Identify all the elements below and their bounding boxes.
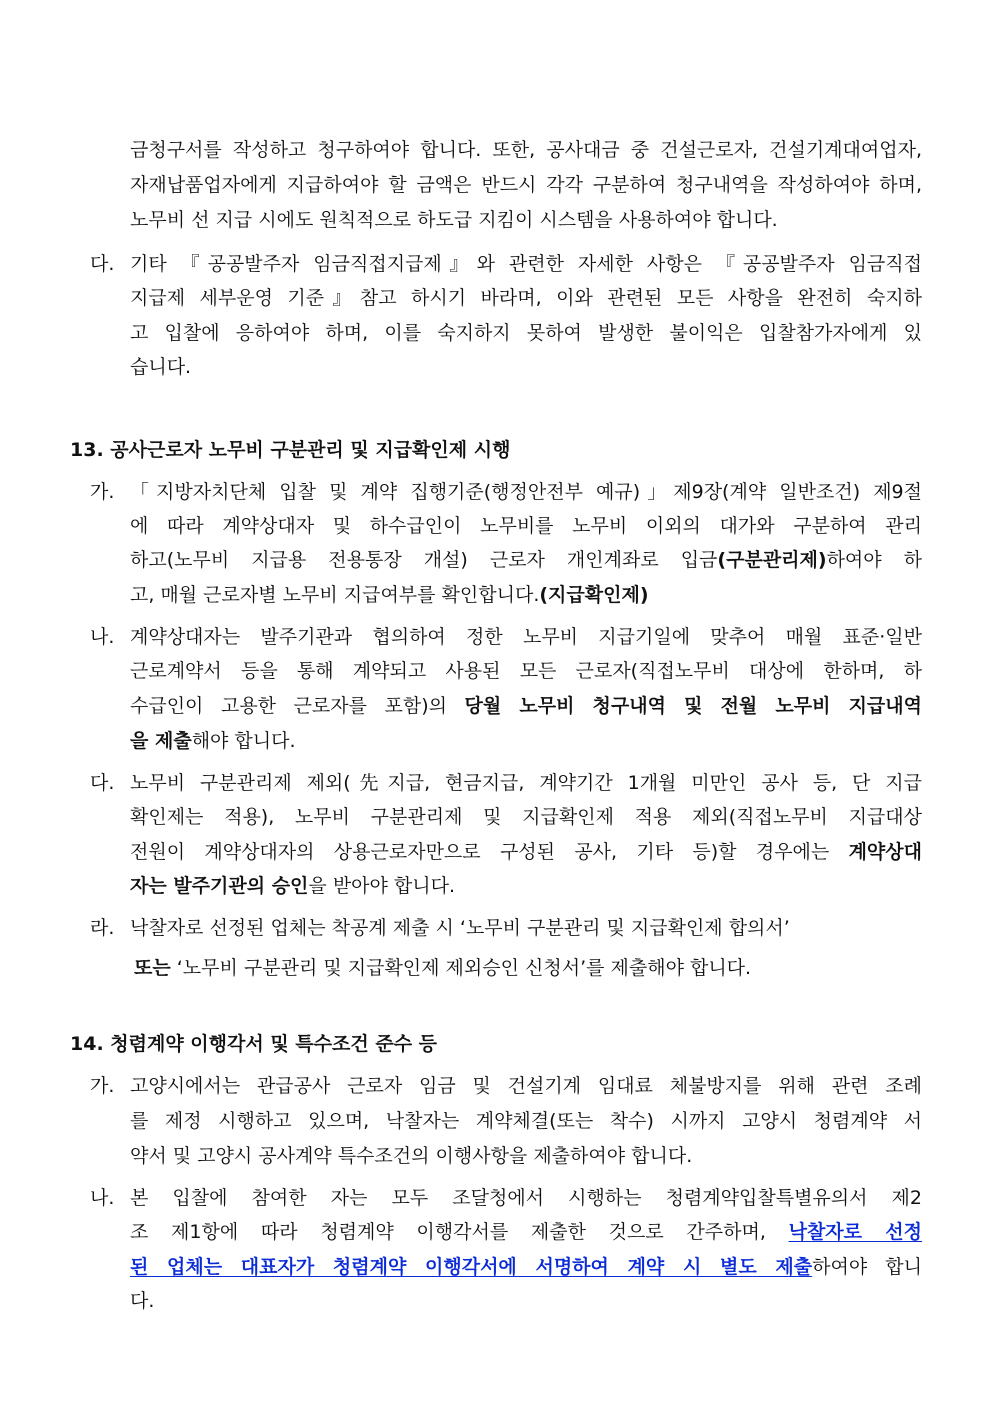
paragraph-line: 「지방자치단체 입찰 및 계약 집행기준(행정안전부 예규)」제9장(계약 일반조건) 제9절 <box>130 481 922 503</box>
paragraph-line: 낙찰자로 선정된 업체는 착공계 제출 시 ‘노무비 구분관리 및 지급확인제 합의서’ <box>130 917 790 939</box>
underlined-emphasis: 낙찰자로 선정 <box>788 1221 922 1243</box>
paragraph-line: 지급제 세부운영 기준』참고 하시기 바라며, 이와 관련된 모든 사항을 완전히 숙지하 <box>130 287 922 309</box>
bold-term: 또는 <box>134 957 171 979</box>
paragraph-line <box>130 582 922 608</box>
bold-term: (지급확인제) <box>539 584 649 606</box>
paragraph-line <box>130 1254 922 1280</box>
paragraph-line: 자재납품업자에게 지급하여야 할 금액은 반드시 각각 구분하여 청구내역을 작성하여야 하며, <box>130 174 922 196</box>
paragraph-line: 를 제정 시행하고 있으며, 낙찰자는 계약체결(또는 착수) 시까지 고양시 청렴계약 서 <box>130 1110 922 1132</box>
list-marker: 가. <box>90 1075 115 1097</box>
paragraph-line <box>130 547 922 573</box>
list-marker: 다. <box>90 772 115 794</box>
text-run: 하여야 하 <box>826 549 922 571</box>
paragraph-line <box>130 1219 922 1245</box>
bold-term: 자는 발주기관의 승인 <box>130 875 309 897</box>
text-run: 하고(노무비 지급용 전용통장 개설) 근로자 개인계좌로 입금 <box>130 549 718 571</box>
paragraph-line: 고양시에서는 관급공사 근로자 임금 및 건설기계 임대료 체불방지를 위해 관련 조례 <box>130 1075 922 1097</box>
text-run: 조 제1항에 따라 청렴계약 이행각서를 제출한 것으로 간주하며, <box>130 1221 789 1243</box>
paragraph-line: 약서 및 고양시 공사계약 특수조건의 이행사항을 제출하여야 합니다. <box>130 1145 693 1167</box>
bold-term: (구분관리제) <box>717 549 827 571</box>
text-run: ‘노무비 구분관리 및 지급확인제 제외승인 신청서’를 제출해야 합니다. <box>170 957 752 979</box>
paragraph-line <box>130 873 922 899</box>
paragraph-line: 근로계약서 등을 통해 계약되고 사용된 모든 근로자(직접노무비 대상에 한하며, 하 <box>130 660 922 682</box>
text-run: 해야 합니다. <box>191 730 296 752</box>
paragraph-line: 노무비 구분관리제 제외(先지급, 현금지급, 계약기간 1개월 미만인 공사 등, 단 지급 <box>130 772 922 794</box>
bold-term: 을 제출 <box>130 730 192 752</box>
underlined-emphasis: 된 업체는 대표자가 청렴계약 이행각서에 서명하여 계약 시 별도 제출 <box>130 1256 813 1278</box>
list-marker: 나. <box>90 1187 115 1209</box>
paragraph-line <box>130 693 922 719</box>
paragraph-line <box>130 728 922 754</box>
paragraph-line: 확인제는 적용), 노무비 구분관리제 및 지급확인제 적용 제외(직접노무비 지급대상 <box>130 806 922 828</box>
text-run: 전원이 계약상대자의 상용근로자만으로 구성된 공사, 기타 등)할 경우에는 <box>130 841 849 863</box>
text-run: 하여야 합니 <box>812 1256 922 1278</box>
text-run: 고, 매월 근로자별 노무비 지급여부를 확인합니다. <box>130 584 540 606</box>
section-heading: 13. 공사근로자 노무비 구분관리 및 지급확인제 시행 <box>70 439 511 461</box>
list-marker: 가. <box>90 481 115 503</box>
paragraph-line: 습니다. <box>130 356 192 378</box>
paragraph-line: 금청구서를 작성하고 청구하여야 합니다. 또한, 공사대금 중 건설근로자, 건설기계대여업자, <box>130 139 922 161</box>
paragraph-line <box>130 839 922 865</box>
paragraph-line: 다. <box>130 1290 155 1312</box>
text-run: 수급인이 고용한 근로자를 포함)의 <box>130 695 465 717</box>
paragraph-line <box>134 955 926 981</box>
bold-term: 당월 노무비 청구내역 및 전월 노무비 지급내역 <box>464 695 922 717</box>
paragraph-line: 본 입찰에 참여한 자는 모두 조달청에서 시행하는 청렴계약입찰특별유의서 제2 <box>130 1187 922 1209</box>
paragraph-line: 기타 『공공발주자 임금직접지급제』와 관련한 자세한 사항은 『공공발주자 임금직접 <box>130 253 922 275</box>
paragraph-line: 계약상대자는 발주기관과 협의하여 정한 노무비 지급기일에 맞추어 매월 표준·일반 <box>130 626 922 648</box>
list-marker: 다. <box>90 253 115 275</box>
list-marker: 나. <box>90 626 115 648</box>
paragraph-line: 고 입찰에 응하여야 하며, 이를 숙지하지 못하여 발생한 불이익은 입찰참가자에게 있 <box>130 322 922 344</box>
paragraph-line: 노무비 선 지급 시에도 원칙적으로 하도급 지킴이 시스템을 사용하여야 합니다. <box>130 209 778 231</box>
list-marker: 라. <box>90 917 115 939</box>
bold-term: 계약상대 <box>848 841 922 863</box>
section-heading: 14. 청렴계약 이행각서 및 특수조건 준수 등 <box>70 1033 438 1055</box>
text-run: 을 받아야 합니다. <box>308 875 456 897</box>
paragraph-line: 에 따라 계약상대자 및 하수급인이 노무비를 노무비 이외의 대가와 구분하여 관리 <box>130 515 922 537</box>
